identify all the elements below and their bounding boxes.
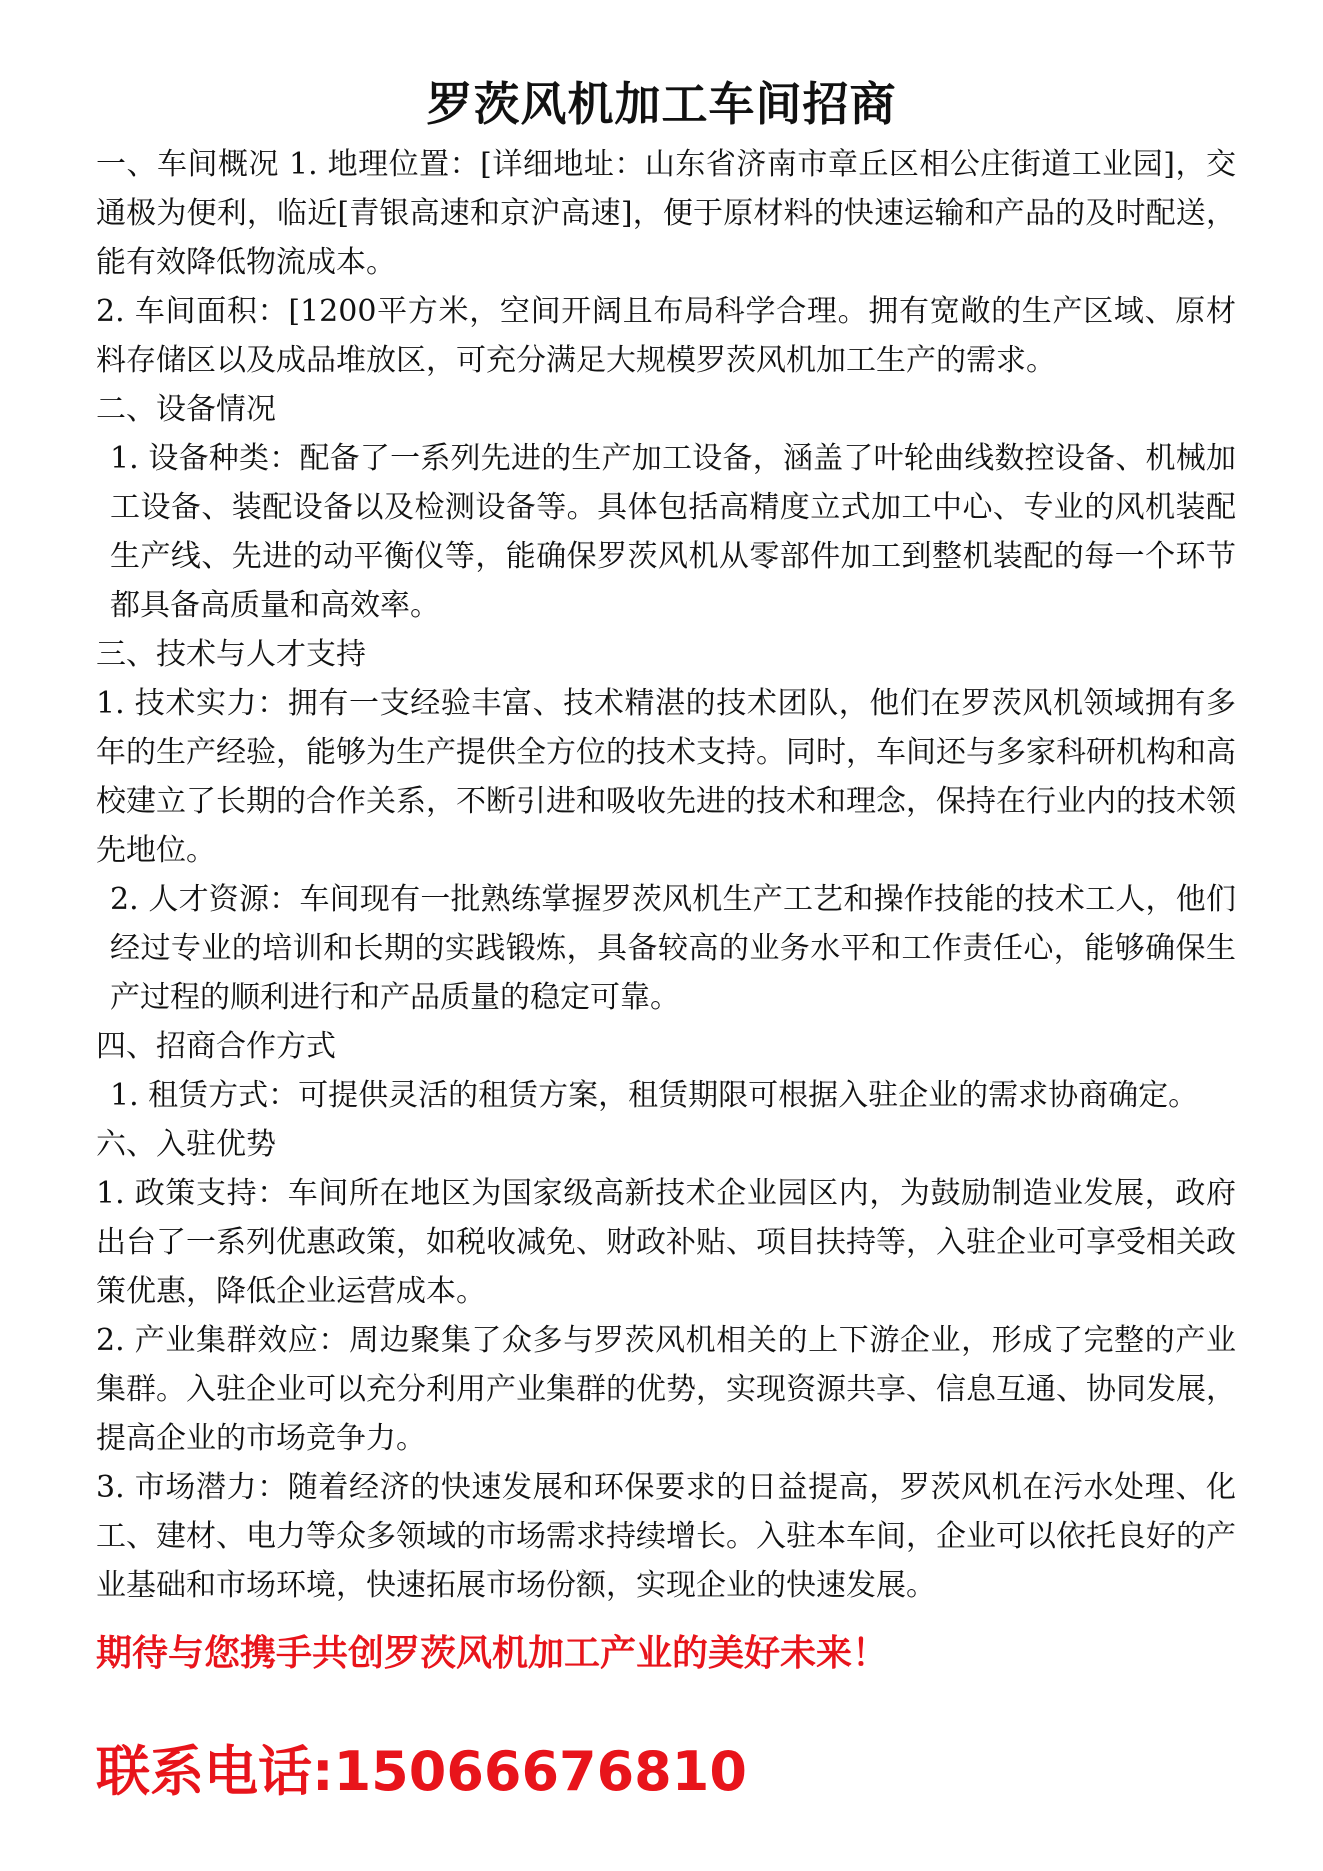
section-6-market: 3. 市场潜力：随着经济的快速发展和环保要求的日益提高，罗茨风机在污水处理、化工、建材、电力等众多领域的市场需求持续增长。入驻本车间，企业可以依托良好的产业基础和市场环境，快速拓展市场份额，实现企业的快速发展。 (96, 1470, 1236, 1603)
section-1-area: 2. 车间面积：[1200平方米，空间开阔且布局科学合理。拥有宽敞的生产区域、原材料存储区以及成品堆放区，可充分满足大规模罗茨风机加工生产的需求。 (96, 294, 1236, 378)
call-to-action: 期待与您携手共创罗茨风机加工产业的美好未来！ (96, 1633, 889, 1674)
section-6-cluster: 2. 产业集群效应：周边聚集了众多与罗茨风机相关的上下游企业，形成了完整的产业集群。入驻企业可以充分利用产业集群的优势，实现资源共享、信息互通、协同发展，提高企业的市场竞争力。 (96, 1323, 1236, 1456)
section-2-equipment: 1. 设备种类：配备了一系列先进的生产加工设备，涵盖了叶轮曲线数控设备、机械加工设备、装配设备以及检测设备等。具体包括高精度立式加工中心、专业的风机装配生产线、先进的动平衡仪等，能确保罗茨风机从零部件加工到整机装配的每一个环节都具备高质量和高效率。 (110, 441, 1236, 623)
section-1-location: 一、车间概况 1. 地理位置：[详细地址：山东省济南市章丘区相公庄街道工业园]，交通极为便利，临近[青银高速和京沪高速]，便于原材料的快速运输和产品的及时配送，能有效降低物流成本。 (96, 147, 1236, 280)
page-title: 罗茨风机加工车间招商 (426, 77, 897, 131)
section-2-heading: 二、设备情况 (96, 392, 276, 427)
section-6-heading: 六、入驻优势 (96, 1127, 276, 1162)
contact-phone: 联系电话:15066676810 (96, 1740, 747, 1803)
section-4-leasing: 1. 租赁方式：可提供灵活的租赁方案，租赁期限可根据入驻企业的需求协商确定。 (110, 1078, 1199, 1113)
section-4-heading: 四、招商合作方式 (96, 1029, 336, 1064)
section-3-heading: 三、技术与人才支持 (96, 637, 366, 672)
section-3-talent: 2. 人才资源：车间现有一批熟练掌握罗茨风机生产工艺和操作技能的技术工人，他们经过专业的培训和长期的实践锻炼，具备较高的业务水平和工作责任心，能够确保生产过程的顺利进行和产品质量的稳定可靠。 (110, 882, 1236, 1015)
section-3-technology: 1. 技术实力：拥有一支经验丰富、技术精湛的技术团队，他们在罗茨风机领域拥有多年的生产经验，能够为生产提供全方位的技术支持。同时，车间还与多家科研机构和高校建立了长期的合作关系，不断引进和吸收先进的技术和理念，保持在行业内的技术领先地位。 (96, 686, 1236, 868)
section-6-policy: 1. 政策支持：车间所在地区为国家级高新技术企业园区内，为鼓励制造业发展，政府出台了一系列优惠政策，如税收减免、财政补贴、项目扶持等，入驻企业可享受相关政策优惠，降低企业运营成本。 (96, 1176, 1236, 1309)
document-body (96, 140, 1236, 1610)
